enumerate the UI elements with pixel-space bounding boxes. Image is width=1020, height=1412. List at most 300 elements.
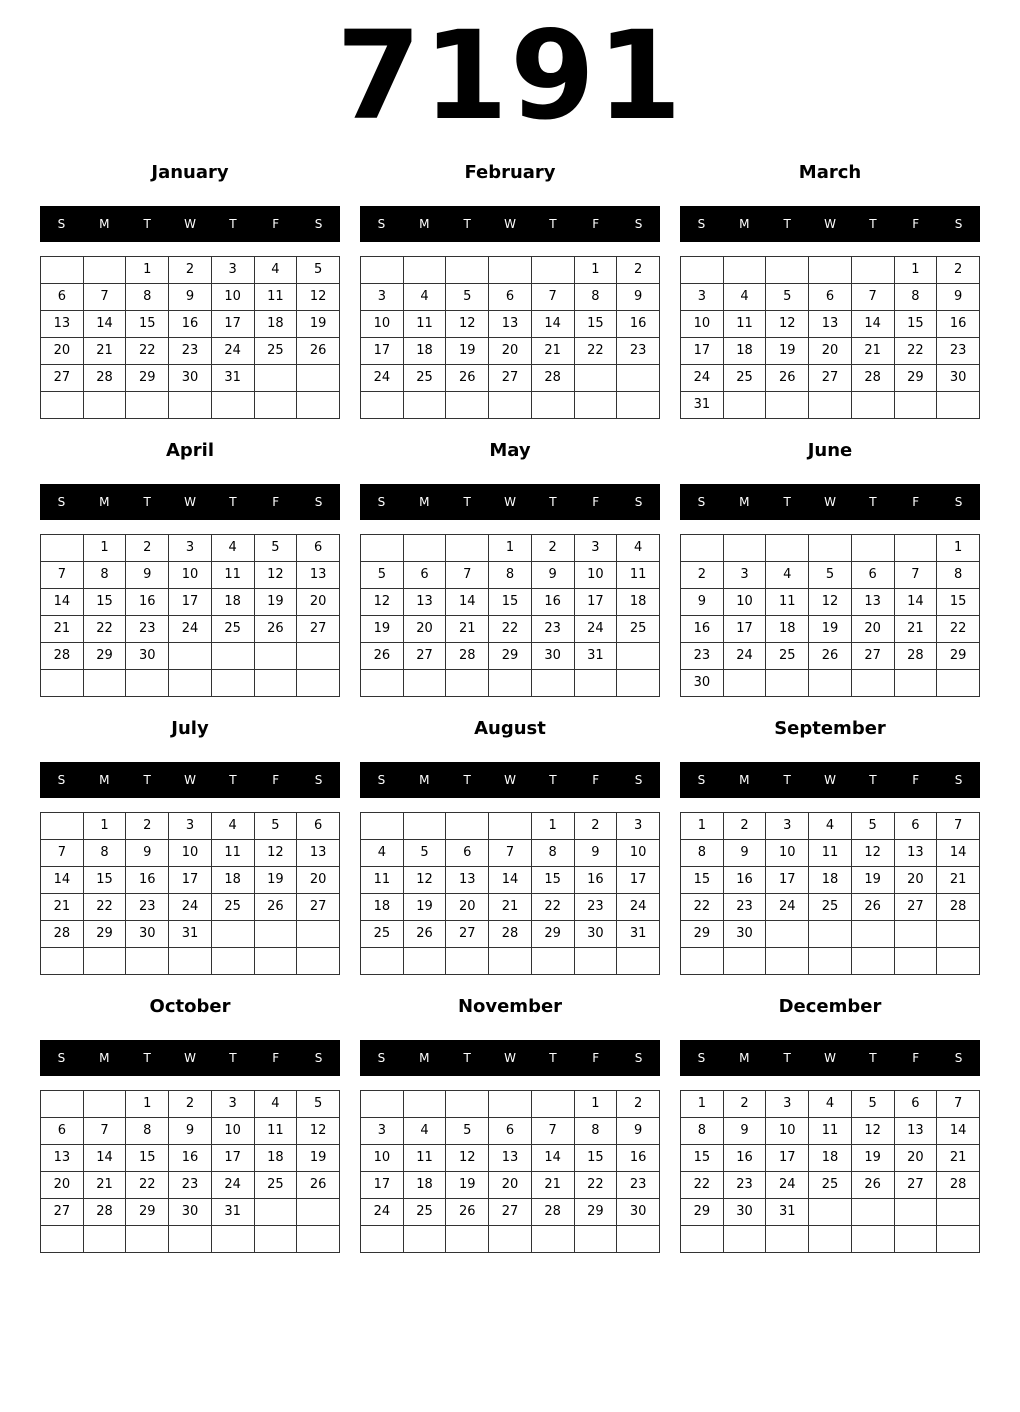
day-cell: 8 <box>681 840 724 867</box>
weekday-label: T <box>463 1051 471 1065</box>
weekday-label: S <box>634 773 643 787</box>
day-cell: 22 <box>83 894 126 921</box>
day-cell <box>851 1226 894 1253</box>
weekday-label: S <box>57 773 66 787</box>
weekday-label: S <box>634 1051 643 1065</box>
day-cell: 13 <box>894 1118 937 1145</box>
day-cell: 13 <box>403 589 446 616</box>
day-cell: 23 <box>937 338 980 365</box>
day-cell <box>574 948 617 975</box>
day-cell: 6 <box>41 284 84 311</box>
day-cell <box>681 257 724 284</box>
day-cell: 19 <box>766 338 809 365</box>
day-cell <box>851 257 894 284</box>
week-row <box>361 1118 660 1145</box>
day-cell <box>361 257 404 284</box>
day-cell: 4 <box>361 840 404 867</box>
day-cell: 1 <box>937 535 980 562</box>
day-cell: 5 <box>297 257 340 284</box>
week-row <box>361 1226 660 1253</box>
week-row <box>361 392 660 419</box>
days-grid <box>680 1090 980 1253</box>
day-cell <box>894 670 937 697</box>
day-cell: 19 <box>297 1145 340 1172</box>
week-row <box>681 392 980 419</box>
day-cell: 2 <box>169 257 212 284</box>
week-row <box>361 840 660 867</box>
day-cell <box>211 1226 254 1253</box>
day-cell <box>617 365 660 392</box>
day-cell: 17 <box>169 589 212 616</box>
weekday-label: F <box>912 495 920 509</box>
day-cell: 26 <box>809 643 852 670</box>
day-cell: 15 <box>126 1145 169 1172</box>
day-cell: 1 <box>83 535 126 562</box>
day-cell <box>41 257 84 284</box>
day-cell <box>446 1226 489 1253</box>
weekday-label: W <box>824 217 836 231</box>
day-cell: 19 <box>446 338 489 365</box>
weekday-label: S <box>697 495 706 509</box>
day-cell: 7 <box>937 813 980 840</box>
day-cell <box>361 535 404 562</box>
day-cell: 30 <box>574 921 617 948</box>
day-cell <box>126 948 169 975</box>
week-row <box>681 840 980 867</box>
day-cell: 8 <box>489 562 532 589</box>
month-name: May <box>489 440 531 461</box>
day-cell: 31 <box>211 365 254 392</box>
day-cell <box>361 1091 404 1118</box>
day-cell <box>361 670 404 697</box>
day-cell <box>894 1226 937 1253</box>
day-cell: 11 <box>403 1145 446 1172</box>
week-row <box>361 948 660 975</box>
day-cell: 1 <box>126 257 169 284</box>
weekday-label: M <box>419 495 430 509</box>
day-cell: 14 <box>937 1118 980 1145</box>
day-cell: 11 <box>211 562 254 589</box>
day-cell: 18 <box>403 338 446 365</box>
week-row <box>41 311 340 338</box>
day-cell: 24 <box>574 616 617 643</box>
day-cell: 9 <box>617 284 660 311</box>
day-cell <box>211 948 254 975</box>
day-cell: 30 <box>169 365 212 392</box>
day-cell <box>894 948 937 975</box>
weekday-label: F <box>592 495 600 509</box>
day-cell: 18 <box>211 867 254 894</box>
day-cell: 5 <box>254 535 297 562</box>
day-cell <box>809 392 852 419</box>
day-cell: 23 <box>531 616 574 643</box>
weekday-label: T <box>869 773 877 787</box>
weekday-label: T <box>143 495 151 509</box>
day-cell <box>809 535 852 562</box>
weekday-label: W <box>184 495 196 509</box>
day-cell: 31 <box>211 1199 254 1226</box>
week-row <box>41 284 340 311</box>
day-cell <box>126 1226 169 1253</box>
day-cell: 16 <box>617 1145 660 1172</box>
week-row <box>681 311 980 338</box>
day-cell: 13 <box>809 311 852 338</box>
weekday-header <box>680 762 980 798</box>
day-cell: 31 <box>681 392 724 419</box>
day-cell: 27 <box>851 643 894 670</box>
day-cell: 22 <box>681 1172 724 1199</box>
week-row <box>361 365 660 392</box>
day-cell: 13 <box>41 311 84 338</box>
day-cell: 13 <box>489 1145 532 1172</box>
day-cell: 12 <box>254 840 297 867</box>
day-cell <box>937 921 980 948</box>
day-cell: 10 <box>211 284 254 311</box>
day-cell: 5 <box>809 562 852 589</box>
day-cell <box>254 670 297 697</box>
weekday-label: F <box>912 217 920 231</box>
week-row <box>41 643 340 670</box>
day-cell: 11 <box>617 562 660 589</box>
day-cell: 15 <box>894 311 937 338</box>
week-row <box>681 616 980 643</box>
day-cell: 14 <box>41 867 84 894</box>
day-cell <box>83 392 126 419</box>
day-cell <box>403 670 446 697</box>
week-row <box>361 257 660 284</box>
month-name: August <box>474 718 546 739</box>
day-cell: 15 <box>681 1145 724 1172</box>
weekday-label: T <box>783 495 791 509</box>
day-cell: 22 <box>894 338 937 365</box>
day-cell: 28 <box>894 643 937 670</box>
day-cell: 24 <box>681 365 724 392</box>
day-cell: 20 <box>894 1145 937 1172</box>
weekday-label: F <box>592 773 600 787</box>
day-cell: 30 <box>126 643 169 670</box>
day-cell <box>83 1226 126 1253</box>
day-cell: 10 <box>766 840 809 867</box>
day-cell <box>211 670 254 697</box>
week-row <box>361 670 660 697</box>
day-cell: 14 <box>41 589 84 616</box>
week-row <box>361 1091 660 1118</box>
day-cell: 19 <box>403 894 446 921</box>
day-cell: 1 <box>574 1091 617 1118</box>
day-cell: 6 <box>297 813 340 840</box>
week-row <box>361 894 660 921</box>
week-row <box>681 921 980 948</box>
day-cell <box>169 1226 212 1253</box>
weekday-label: S <box>377 773 386 787</box>
day-cell: 23 <box>126 894 169 921</box>
days-grid <box>360 534 660 697</box>
day-cell <box>254 365 297 392</box>
day-cell: 3 <box>361 284 404 311</box>
day-cell: 20 <box>446 894 489 921</box>
days-grid <box>360 256 660 419</box>
day-cell: 9 <box>723 840 766 867</box>
day-cell: 16 <box>574 867 617 894</box>
weekday-label: F <box>272 495 280 509</box>
day-cell: 21 <box>41 616 84 643</box>
day-cell <box>809 670 852 697</box>
day-cell: 27 <box>446 921 489 948</box>
week-row <box>361 1145 660 1172</box>
day-cell: 19 <box>851 1145 894 1172</box>
day-cell <box>531 670 574 697</box>
day-cell: 23 <box>723 1172 766 1199</box>
day-cell: 30 <box>531 643 574 670</box>
day-cell: 4 <box>211 813 254 840</box>
day-cell: 25 <box>403 365 446 392</box>
day-cell: 8 <box>937 562 980 589</box>
weekday-header <box>40 1040 340 1076</box>
week-row <box>681 670 980 697</box>
day-cell: 14 <box>531 311 574 338</box>
day-cell: 26 <box>254 616 297 643</box>
day-cell <box>531 392 574 419</box>
day-cell <box>723 392 766 419</box>
day-cell: 10 <box>169 840 212 867</box>
week-row <box>361 311 660 338</box>
day-cell: 22 <box>574 338 617 365</box>
day-cell: 11 <box>361 867 404 894</box>
day-cell <box>617 670 660 697</box>
day-cell: 16 <box>937 311 980 338</box>
day-cell <box>254 1226 297 1253</box>
day-cell: 20 <box>489 338 532 365</box>
week-row <box>361 921 660 948</box>
day-cell: 25 <box>809 1172 852 1199</box>
day-cell: 16 <box>617 311 660 338</box>
day-cell <box>297 670 340 697</box>
day-cell: 17 <box>361 1172 404 1199</box>
day-cell: 28 <box>83 365 126 392</box>
week-row <box>681 867 980 894</box>
weekday-label: S <box>954 773 963 787</box>
day-cell <box>211 643 254 670</box>
day-cell: 20 <box>489 1172 532 1199</box>
day-cell: 6 <box>489 284 532 311</box>
day-cell: 12 <box>809 589 852 616</box>
day-cell: 16 <box>723 1145 766 1172</box>
day-cell: 12 <box>361 589 404 616</box>
day-cell <box>83 670 126 697</box>
day-cell <box>574 1226 617 1253</box>
day-cell <box>766 392 809 419</box>
day-cell <box>297 948 340 975</box>
day-cell: 14 <box>531 1145 574 1172</box>
day-cell: 5 <box>766 284 809 311</box>
weekday-label: M <box>739 495 750 509</box>
day-cell <box>403 1091 446 1118</box>
day-cell: 4 <box>254 1091 297 1118</box>
day-cell: 5 <box>446 284 489 311</box>
weekday-label: S <box>954 217 963 231</box>
weekday-label: M <box>99 495 110 509</box>
day-cell <box>211 921 254 948</box>
week-row <box>681 257 980 284</box>
day-cell: 19 <box>851 867 894 894</box>
week-row <box>681 1199 980 1226</box>
day-cell <box>809 921 852 948</box>
week-row <box>681 813 980 840</box>
day-cell: 26 <box>766 365 809 392</box>
week-row <box>41 894 340 921</box>
days-grid <box>40 812 340 975</box>
day-cell: 21 <box>531 338 574 365</box>
day-cell: 1 <box>489 535 532 562</box>
day-cell: 28 <box>83 1199 126 1226</box>
day-cell: 13 <box>446 867 489 894</box>
weekday-label: S <box>57 495 66 509</box>
day-cell: 6 <box>894 813 937 840</box>
day-cell: 26 <box>851 894 894 921</box>
day-cell: 31 <box>617 921 660 948</box>
week-row <box>41 1172 340 1199</box>
day-cell: 22 <box>489 616 532 643</box>
calendar-year-title: 7191 <box>336 5 684 147</box>
day-cell: 15 <box>489 589 532 616</box>
day-cell: 18 <box>809 867 852 894</box>
day-cell: 25 <box>361 921 404 948</box>
day-cell: 23 <box>169 1172 212 1199</box>
day-cell: 22 <box>531 894 574 921</box>
day-cell: 18 <box>361 894 404 921</box>
day-cell: 23 <box>574 894 617 921</box>
day-cell: 29 <box>894 365 937 392</box>
day-cell: 29 <box>937 643 980 670</box>
day-cell: 6 <box>894 1091 937 1118</box>
day-cell: 25 <box>809 894 852 921</box>
day-cell <box>169 643 212 670</box>
weekday-label: T <box>229 495 237 509</box>
week-row <box>361 562 660 589</box>
weekday-header <box>680 484 980 520</box>
day-cell: 11 <box>809 1118 852 1145</box>
day-cell <box>894 535 937 562</box>
day-cell: 18 <box>211 589 254 616</box>
day-cell: 19 <box>254 867 297 894</box>
week-row <box>361 1172 660 1199</box>
day-cell <box>489 257 532 284</box>
weekday-label: W <box>504 1051 516 1065</box>
day-cell: 30 <box>681 670 724 697</box>
day-cell: 16 <box>723 867 766 894</box>
day-cell: 25 <box>211 894 254 921</box>
week-row <box>681 1118 980 1145</box>
day-cell <box>617 948 660 975</box>
day-cell: 22 <box>681 894 724 921</box>
day-cell <box>41 670 84 697</box>
weekday-label: S <box>954 1051 963 1065</box>
day-cell: 27 <box>403 643 446 670</box>
day-cell <box>681 1226 724 1253</box>
day-cell: 17 <box>723 616 766 643</box>
day-cell: 13 <box>894 840 937 867</box>
day-cell <box>403 1226 446 1253</box>
day-cell: 3 <box>574 535 617 562</box>
day-cell <box>851 921 894 948</box>
day-cell: 2 <box>126 535 169 562</box>
weekday-label: M <box>739 1051 750 1065</box>
day-cell: 26 <box>446 1199 489 1226</box>
day-cell: 30 <box>937 365 980 392</box>
day-cell: 6 <box>403 562 446 589</box>
day-cell <box>169 948 212 975</box>
day-cell <box>361 392 404 419</box>
weekday-label: W <box>824 495 836 509</box>
weekday-label: M <box>419 773 430 787</box>
day-cell <box>489 392 532 419</box>
days-grid <box>680 534 980 697</box>
day-cell: 21 <box>489 894 532 921</box>
day-cell <box>937 948 980 975</box>
week-row <box>681 1145 980 1172</box>
weekday-label: S <box>314 495 323 509</box>
day-cell: 1 <box>83 813 126 840</box>
day-cell: 21 <box>41 894 84 921</box>
week-row <box>41 1199 340 1226</box>
day-cell: 4 <box>403 284 446 311</box>
day-cell: 5 <box>297 1091 340 1118</box>
day-cell <box>83 948 126 975</box>
day-cell: 7 <box>83 1118 126 1145</box>
weekday-label: T <box>229 1051 237 1065</box>
weekday-header <box>40 762 340 798</box>
week-row <box>41 1091 340 1118</box>
day-cell: 22 <box>126 338 169 365</box>
day-cell: 16 <box>126 867 169 894</box>
weekday-label: F <box>272 217 280 231</box>
day-cell: 9 <box>169 1118 212 1145</box>
day-cell <box>169 670 212 697</box>
day-cell: 27 <box>489 1199 532 1226</box>
day-cell: 1 <box>681 813 724 840</box>
day-cell: 8 <box>126 284 169 311</box>
day-cell: 17 <box>766 1145 809 1172</box>
day-cell: 3 <box>211 257 254 284</box>
weekday-label: W <box>184 217 196 231</box>
day-cell: 7 <box>41 840 84 867</box>
day-cell: 29 <box>489 643 532 670</box>
day-cell <box>937 1226 980 1253</box>
day-cell: 4 <box>617 535 660 562</box>
weekday-label: M <box>739 217 750 231</box>
day-cell <box>297 392 340 419</box>
day-cell: 28 <box>937 894 980 921</box>
weekday-label: F <box>272 773 280 787</box>
day-cell: 21 <box>83 1172 126 1199</box>
day-cell <box>489 813 532 840</box>
day-cell: 19 <box>809 616 852 643</box>
day-cell: 11 <box>766 589 809 616</box>
weekday-label: S <box>697 1051 706 1065</box>
day-cell: 30 <box>126 921 169 948</box>
weekday-label: S <box>57 217 66 231</box>
day-cell: 23 <box>617 338 660 365</box>
day-cell: 11 <box>254 284 297 311</box>
day-cell <box>489 1091 532 1118</box>
day-cell <box>254 921 297 948</box>
day-cell: 3 <box>169 813 212 840</box>
day-cell: 16 <box>531 589 574 616</box>
day-cell: 9 <box>126 562 169 589</box>
weekday-label: W <box>184 1051 196 1065</box>
day-cell: 29 <box>126 1199 169 1226</box>
day-cell: 30 <box>723 1199 766 1226</box>
